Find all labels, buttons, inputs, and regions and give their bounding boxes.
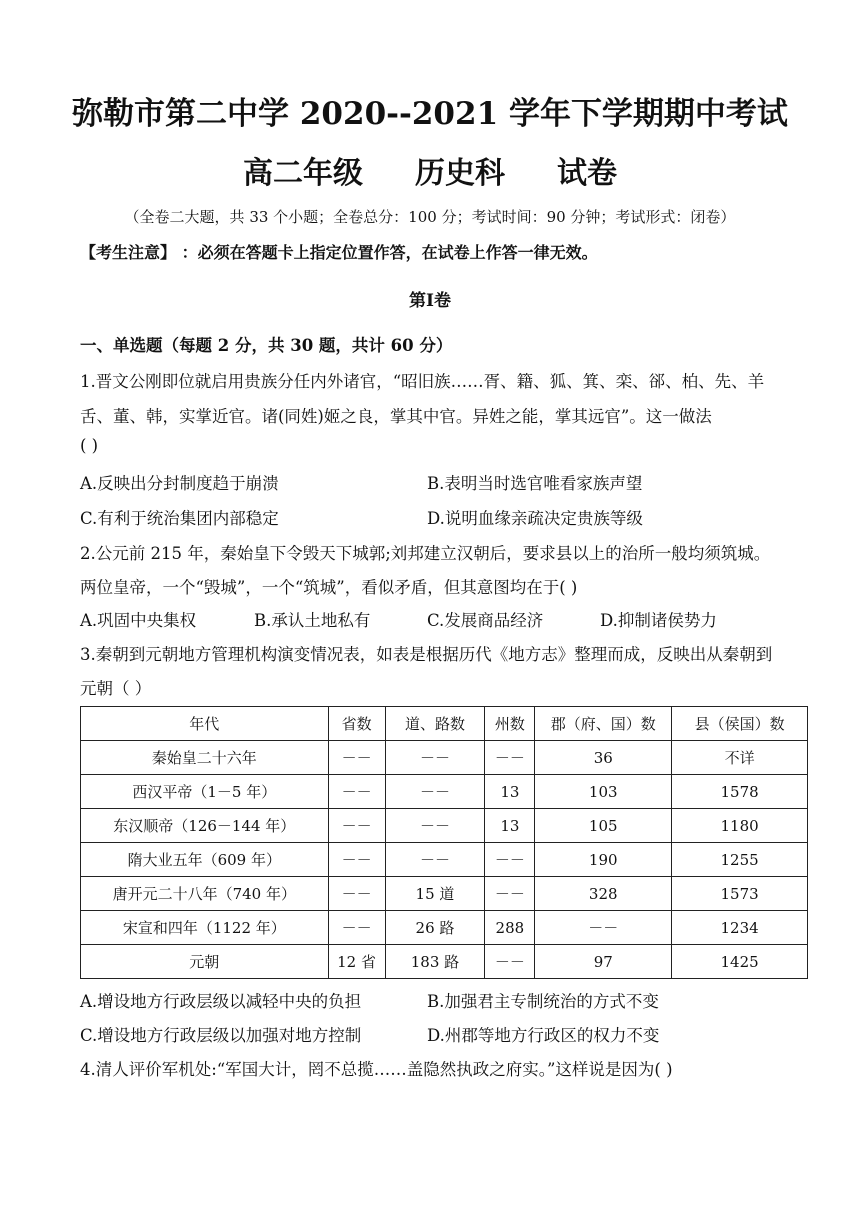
paper-label: 试卷 <box>557 156 617 191</box>
table-cell: 328 <box>535 877 672 911</box>
table-header-cell: 郡（府、国）数 <box>535 707 672 741</box>
table-cell: －－ <box>485 877 535 911</box>
table-cell: 105 <box>535 809 672 843</box>
table-header-cell: 省数 <box>328 707 385 741</box>
table-row <box>81 877 808 911</box>
table-cell: －－ <box>328 877 385 911</box>
table-cell: 元朝 <box>81 945 329 979</box>
q2-text-line1: 2.公元前 215 年，秦始皇下令毁天下城郭;刘邦建立汉朝后，要求县以上的治所一般均须筑城。 <box>80 544 771 563</box>
q3-option-b: B.加强君主专制统治的方式不变 <box>427 992 659 1011</box>
table-cell: 宋宣和四年（1122 年） <box>81 911 329 945</box>
q3-option-c: C.增设地方行政层级以加强对地方控制 <box>80 1026 362 1045</box>
table-cell: 183 路 <box>385 945 485 979</box>
q3-text-line1: 3.秦朝到元朝地方管理机构演变情况表，如表是根据历代《地方志》整理而成，反映出从秦朝到 <box>80 645 773 664</box>
admin-divisions-table <box>80 706 808 979</box>
table-cell: －－ <box>485 843 535 877</box>
table-cell: 103 <box>535 775 672 809</box>
table-row <box>81 945 808 979</box>
table-cell: 西汉平帝（1－5 年） <box>81 775 329 809</box>
table-row <box>81 809 808 843</box>
table-cell: 1578 <box>672 775 808 809</box>
q4-text-line1: 4.清人评价军机处:“军国大计，罔不总揽……盖隐然执政之府实。”这样说是因为( ) <box>80 1060 673 1079</box>
table-cell: 1180 <box>672 809 808 843</box>
table-cell: －－ <box>328 809 385 843</box>
table-header-cell: 年代 <box>81 707 329 741</box>
q2-option-b: B.承认土地私有 <box>254 611 371 630</box>
table-row <box>81 843 808 877</box>
table-cell: －－ <box>385 741 485 775</box>
candidate-notice: 【考生注意】 ：必须在答题卡上指定位置作答，在试卷上作答一律无效。 <box>80 243 598 262</box>
table-row <box>81 775 808 809</box>
part-heading: 一、单选题（每题 2 分，共 30 题，共计 60 分） <box>80 336 453 355</box>
table-header-cell: 道、路数 <box>385 707 485 741</box>
table-cell: －－ <box>485 741 535 775</box>
table-row <box>81 741 808 775</box>
table-cell: 15 道 <box>385 877 485 911</box>
table-cell: 288 <box>485 911 535 945</box>
q1-option-c: C.有利于统治集团内部稳定 <box>80 509 279 528</box>
table-cell: 26 路 <box>385 911 485 945</box>
table-cell: 12 省 <box>328 945 385 979</box>
subject-label: 历史科 <box>415 156 505 191</box>
q2-text-line2: 两位皇帝，一个“毁城”，一个“筑城”，看似矛盾，但其意图均在于( ) <box>80 578 578 597</box>
q1-option-a: A.反映出分封制度趋于崩溃 <box>80 474 279 493</box>
table-cell: 1573 <box>672 877 808 911</box>
table-cell: 秦始皇二十六年 <box>81 741 329 775</box>
table-cell: 13 <box>485 809 535 843</box>
table-cell: 36 <box>535 741 672 775</box>
table-cell: －－ <box>328 911 385 945</box>
table-cell: 1255 <box>672 843 808 877</box>
q1-text-line1: 1.晋文公刚即位就启用贵族分任内外诸官，“昭旧族……胥、籍、狐、箕、栾、郤、柏、先、羊 <box>80 372 765 391</box>
section-title: 第Ⅰ卷 <box>409 291 451 311</box>
q1-option-d: D.说明血缘亲疏决定贵族等级 <box>427 509 643 528</box>
table-row <box>81 911 808 945</box>
q3-option-a: A.增设地方行政层级以减轻中央的负担 <box>80 992 362 1011</box>
table-cell: －－ <box>328 843 385 877</box>
q2-option-d: D.抑制诸侯势力 <box>600 611 717 630</box>
table-cell: －－ <box>385 809 485 843</box>
table-cell: －－ <box>535 911 672 945</box>
table-cell: －－ <box>328 775 385 809</box>
grade-label: 高二年级 <box>243 156 363 191</box>
q2-option-a: A.巩固中央集权 <box>80 611 197 630</box>
table-cell: 唐开元二十八年（740 年） <box>81 877 329 911</box>
exam-subtitle <box>0 148 860 192</box>
table-header-cell: 州数 <box>485 707 535 741</box>
table-cell: 东汉顺帝（126－144 年） <box>81 809 329 843</box>
q3-text-line2: 元朝（ ） <box>80 679 152 698</box>
table-cell: 1425 <box>672 945 808 979</box>
table-cell: －－ <box>485 945 535 979</box>
table-cell: 13 <box>485 775 535 809</box>
table-cell: －－ <box>385 775 485 809</box>
table-cell: 1234 <box>672 911 808 945</box>
table-cell: －－ <box>385 843 485 877</box>
table-cell: 不详 <box>672 741 808 775</box>
q3-option-d: D.州郡等地方行政区的权力不变 <box>427 1026 660 1045</box>
table-header-row <box>81 707 808 741</box>
q1-option-b: B.表明当时选官唯看家族声望 <box>427 474 643 493</box>
q1-text-line2: 舌、董、韩，实掌近官。诸(同姓)姬之良，掌其中官。异姓之能，掌其远官”。这一做法 <box>80 407 712 426</box>
table-header-cell: 县（侯国）数 <box>672 707 808 741</box>
table-cell: 隋大业五年（609 年） <box>81 843 329 877</box>
table-cell: 97 <box>535 945 672 979</box>
table-cell: －－ <box>328 741 385 775</box>
q1-answer-blank: ( ) <box>80 436 99 455</box>
table-cell: 190 <box>535 843 672 877</box>
exam-info: （全卷二大题，共 33 个小题；全卷总分：100 分；考试时间：90 分钟；考试形式：闭卷） <box>124 208 736 226</box>
exam-title: 弥勒市第二中学 2020--2021 学年下学期期中考试 <box>72 96 788 132</box>
q2-option-c: C.发展商品经济 <box>427 611 544 630</box>
